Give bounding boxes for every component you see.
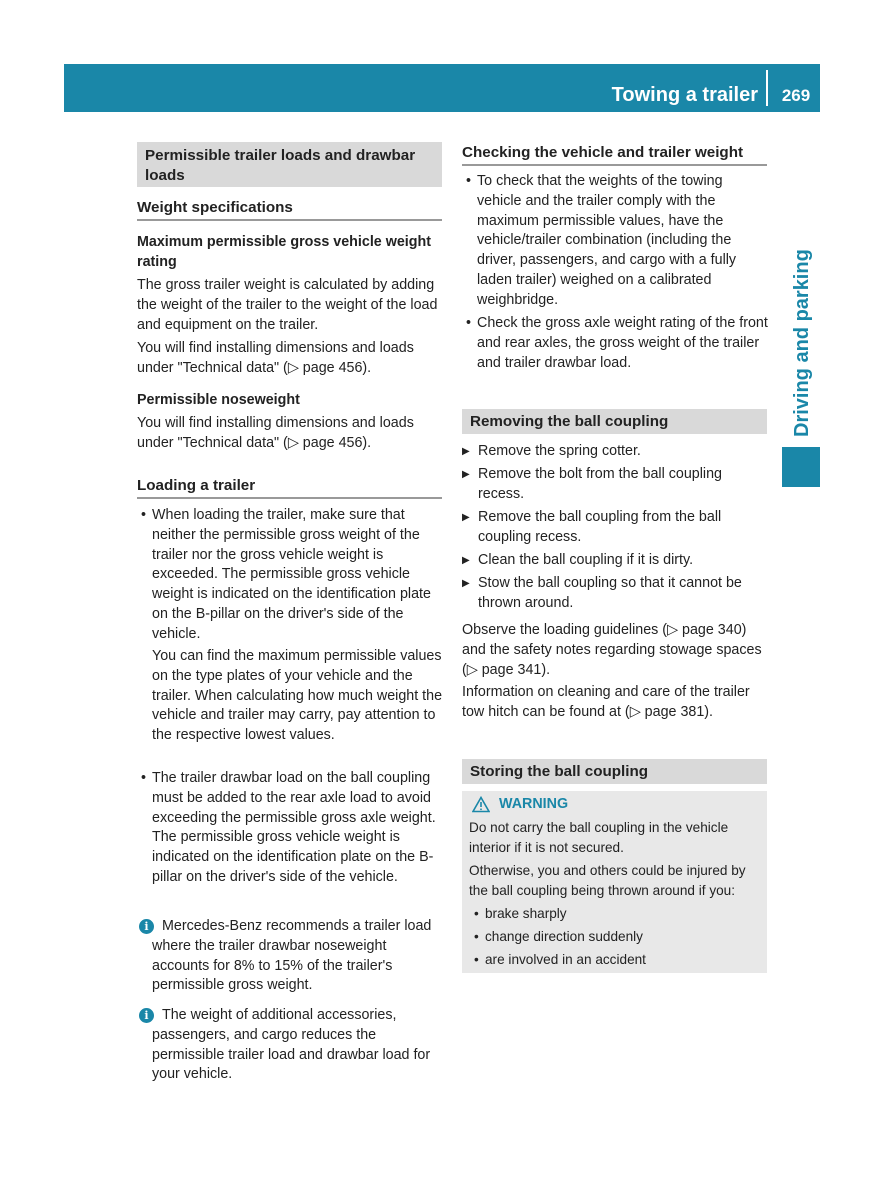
check-bullet-2: • Check the gross axle weight rating of the front and rear axles, the gross weight of the trailer and trailer drawbar load. <box>477 314 769 373</box>
gvwr-reference: You will find installing dimensions and loads under "Technical data" (▷ page 456). <box>137 340 414 376</box>
info-note-1: Mercedes-Benz recommends a trailer load where the trailer drawbar noseweight accounts for 8% to 15% of the trailer's permissible gross weight. <box>152 918 432 994</box>
info-icon: i <box>139 1008 154 1023</box>
storing-heading: Storing the ball coupling <box>462 759 767 784</box>
loading-bullet-2: • The trailer drawbar load on the ball coupling must be added to the rear axle load to avoid exceeding the permissible gross axle weight. The permissible gross vehicle weight is indicated on the identification plate on the B-pillar on the driver's side of the vehicle. <box>152 769 444 888</box>
remove-step-4: ▶ Clean the ball coupling if it is dirty. <box>478 551 768 571</box>
warning-text-1: Do not carry the ball coupling in the vehicle interior if it is not secured. <box>469 820 729 855</box>
check-weight-heading: Checking the vehicle and trailer weight <box>462 143 767 166</box>
warning-label: WARNING <box>499 796 569 812</box>
loading-heading: Loading a trailer <box>137 476 442 499</box>
header-bar <box>64 64 820 112</box>
loading-bullet-1: • When loading the trailer, make sure that neither the permissible gross weight of the trailer nor the gross vehicle weight is exceeded. The permissible gross vehicle weight is indicated on the identification plate on the B-pillar on the driver's side of the vehicle. <box>152 506 444 645</box>
remove-step-1: ▶ Remove the spring cotter. <box>478 442 768 462</box>
page-title: Towing a trailer <box>611 84 758 106</box>
weight-spec-heading: Weight specifications <box>137 198 442 221</box>
noseweight-reference: You will find installing dimensions and loads under "Technical data" (▷ page 456). <box>137 415 414 451</box>
cleaning-reference-text: Information on cleaning and care of the trailer tow hitch can be found at (▷ page 381). <box>462 684 750 720</box>
warning-text-2: Otherwise, you and others could be injured by the ball coupling being thrown around if you: <box>469 863 746 898</box>
remove-step-5: ▶ Stow the ball coupling so that it cannot be thrown around. <box>478 574 770 614</box>
header-divider <box>766 70 768 106</box>
chapter-tab <box>782 447 820 487</box>
gvwr-heading: Maximum permissible gross vehicle weight rating <box>137 234 431 270</box>
warning-icon <box>472 796 490 813</box>
warning-item: • change direction suddenly <box>485 927 765 947</box>
loading-bullet-1-continued: You can find the maximum permissible values on the type plates of your vehicle and the trailer. When calculating how much weight the vehicle and trailer may carry, pay attention to the respective lowest values. <box>152 648 443 744</box>
warning-item: • are involved in an accident <box>485 950 765 970</box>
gvwr-text: The gross trailer weight is calculated by adding the weight of the trailer to the weight of the load and equipment on the trailer. <box>137 277 438 333</box>
chapter-label: Driving and parking <box>791 249 813 437</box>
noseweight-heading: Permissible noseweight <box>137 392 300 408</box>
section-heading: Permissible trailer loads and drawbar loads <box>137 142 442 187</box>
check-bullet-1: • To check that the weights of the towing vehicle and the trailer comply with the maximum permissible values, have the vehicle/trailer combination (including the driver, passengers, and cargo with a fully laden trailer) weighed on a calibrated weighbridge. <box>477 172 769 311</box>
removing-heading: Removing the ball coupling <box>462 409 767 434</box>
warning-box <box>462 791 767 973</box>
remove-step-3: ▶ Remove the ball coupling from the ball coupling recess. <box>478 508 768 548</box>
page-number: 269 <box>781 86 811 105</box>
remove-step-2: ▶ Remove the bolt from the ball coupling recess. <box>478 465 768 505</box>
loading-guidelines-text: Observe the loading guidelines (▷ page 340) and the safety notes regarding stowage spaces (▷ page 341). <box>462 622 762 678</box>
info-note-2: The weight of additional accessories, passengers, and cargo reduces the permissible trailer load and drawbar load for your vehicle. <box>152 1007 431 1083</box>
warning-item: • brake sharply <box>485 904 765 924</box>
info-icon: i <box>139 919 154 934</box>
